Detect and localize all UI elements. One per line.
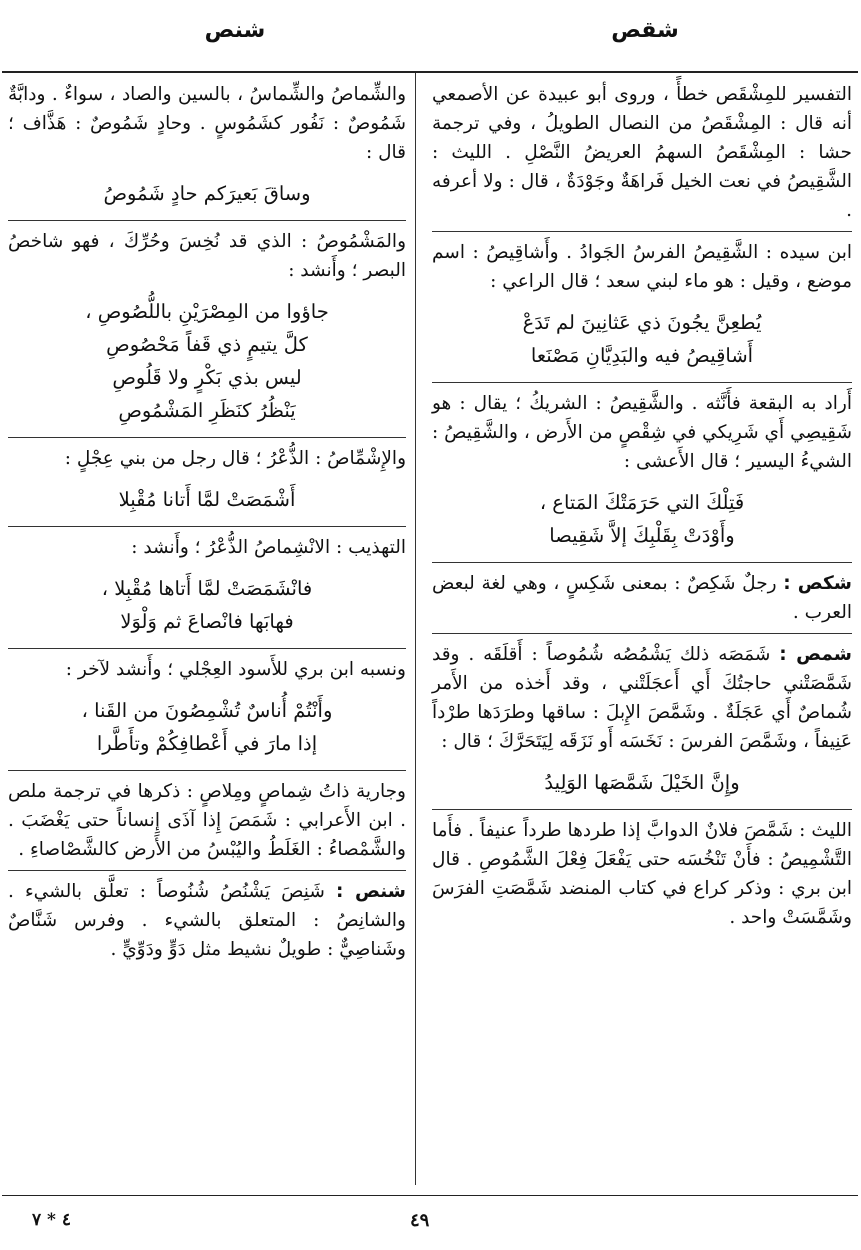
running-header-right: شقص xyxy=(611,18,679,43)
paragraph: ابن سيده : الشَّقِيصُ الفرسُ الجَوادُ . وأَشاقِيصُ : اسم موضع ، وقيل : هو ماء لبني سعد ؛ قال الراعي : xyxy=(432,242,852,292)
verse-line: وأَنْتُمْ أُناسٌ تُشْمِصُونَ من القَنا ، xyxy=(81,699,333,722)
verse-line: فهابَها فانْصاعَ ثم وَلْوَلا xyxy=(120,610,294,633)
entry-text: شَنِصَ يَشْنُصُ شُنُوصاً : تعلَّق بالشيء . والشانِصُ : المتعلق بالشيء . وفرس شَنَّاصٌ وشَناصِيٌّ : طويلٌ نشيط مثل دَوٍّ ودَوِّيٍّ . xyxy=(8,881,406,960)
headword: شكص : xyxy=(783,573,852,594)
separator xyxy=(432,382,852,383)
verse xyxy=(432,766,852,799)
verse-line: ليس بذي بَكْرٍ ولا قَلُوصِ xyxy=(112,366,302,389)
footer-rule xyxy=(2,1195,858,1196)
paragraph: والإِشْمِّاصُ : الذُّعْرُ ؛ قال رجل من بني عِجْلٍ : xyxy=(64,448,406,469)
separator xyxy=(8,770,406,771)
paragraph: التهذيب : الانْشِماصُ الذُّعْرُ ؛ وأَنشد : xyxy=(131,537,406,558)
entry-text: رجلٌ شَكِصٌ : بمعنى شَكِسٍ ، وهي لغة لبعض العرب . xyxy=(432,573,852,623)
verse xyxy=(8,694,406,760)
separator xyxy=(8,870,406,871)
verse-line: كلَّ يتيمٍ ذي قَفاً مَحْصُوصِ xyxy=(106,333,308,356)
verse-line: إذا مارَ في أَعْطافِكُمْ وتأَطَّرا xyxy=(96,732,318,755)
entry-shks xyxy=(432,569,852,627)
paragraph: وجارية ذاتُ شِماصٍ ومِلاصٍ : ذكرها في ترجمة ملص . ابن الأَعرابي : شَمَصَ إِذا آذَى إِنساناً حتى يَغْضَبَ . والشَّمْصاءُ : الغَلَطُ واليُبْسُ من الأَرض كالشَّصْاصاءِ . xyxy=(8,781,406,860)
separator xyxy=(8,220,406,221)
column-divider xyxy=(415,73,416,1185)
entry-shms xyxy=(432,640,852,756)
verse xyxy=(8,483,406,516)
verse-line: فانْشَمَصَتْ لمَّا أَتاها مُقْبِلا ، xyxy=(101,577,313,600)
right-column xyxy=(432,80,852,932)
paragraph: التفسير للمِشْقَص خطأً ، وروى أبو عبيدة عن الأصمعي أنه قال : المِشْقَصُ من النصال الطويلُ ، وفي ترجمة حشا : المِشْقَصُ السهمُ العريضُ النَّصْلِ . الليث : الشَّقِيصُ في نعت الخيل فَراهَةٌ وجَوْدَةٌ ، قال : ولا أعرفه . xyxy=(432,84,852,221)
running-header-left: شنص xyxy=(204,18,266,43)
separator xyxy=(432,633,852,634)
paragraph: والمَشْمُوصُ : الذي قد نُخِسَ وحُرِّكَ ، فهو شاخصُ البصر ؛ وأَنشد : xyxy=(8,231,406,281)
headword: شمص : xyxy=(779,644,852,665)
page-number: ٤٩ xyxy=(410,1210,430,1231)
paragraph: والشِّماصُ والشِّماسُ ، بالسين والصاد ، سواءٌ . ودابَّةٌ شَمُوصٌ : نَفُور كشَمُوسٍ . وحادٍ شَمُوصٌ : هَذَّاف ؛ قال : xyxy=(8,84,406,163)
separator xyxy=(8,526,406,527)
verse-line: أَشاقِيصُ فيه والبَدِيَّانِ مَصْنَعا xyxy=(530,344,754,367)
separator xyxy=(8,648,406,649)
headword: شنص : xyxy=(335,881,406,902)
verse-line: يَنْظُرُ كنَظَرِ المَشْمُوصِ xyxy=(118,399,296,422)
separator xyxy=(432,231,852,232)
verse xyxy=(8,295,406,427)
separator xyxy=(432,562,852,563)
separator xyxy=(432,809,852,810)
verse-line: يُطعِنَّ يجُونَ ذي عَثانِينَ لم تَدَعْ xyxy=(522,311,762,334)
verse xyxy=(8,572,406,638)
paragraph: أَراد به البقعة فأَنَّثه . والشَّقِيصُ : الشريكُ ؛ يقال : هو شَقِيصِي أَي شَرِيكي في شِقْصٍ من الأَرض ، والشَّقِيصُ : الشيءُ اليسير ؛ قال الأَعشى : xyxy=(432,393,852,472)
paragraph: الليث : شَمَّصَ فلانٌ الدوابَّ إذا طردها طرداً عنيفاً . فأَما التَّشْمِيصُ : فأَنْ تَنْخُسَه حتى يَفْعَلَ فِعْلَ الشَّمُوصِ . قال ابن بري : وذكر كراع في كتاب المنضد شَمَّصَتِ الفرَسَ وشَمَّسَتْ واحد . xyxy=(432,820,852,928)
signature-mark: ٤ * ٧ xyxy=(32,1210,72,1230)
verse-line: فَتِلْكَ التي حَرَمَتْكَ المَتاع ، xyxy=(539,491,745,514)
verse xyxy=(432,306,852,372)
verse-line: أَشْمَصَتْ لمَّا أَتانا مُقْبِلا xyxy=(118,488,296,511)
separator xyxy=(8,437,406,438)
entry-text: شَمَصَه ذلك يَشْمُصُه شُمُوصاً : أَقلَقَه . وقد شَمَّصَتْني حاجتُكَ أَي أَعجَلَتْني ، وقد أَخذه من الأَمر شُماصٌ أَي عَجَلَةٌ . وشَمَّصَ الإِبلَ : ساقها وطرَدَها طرْداً عَنِيفاً ، وشَمَّصَ الفرسَ : نَخَسَه أَو نَزَقَه لِيَتَحَرَّكَ ؛ قال : xyxy=(432,644,852,752)
left-column xyxy=(8,80,406,964)
verse xyxy=(8,177,406,210)
verse-line: وإِنَّ الخَيْلَ شَمَّصَها الوَلِيدُ xyxy=(544,771,740,794)
header-rule xyxy=(2,71,858,73)
verse xyxy=(432,486,852,552)
verse-line: جاؤوا من المِصْرَيْنِ باللُّصُوصِ ، xyxy=(85,300,329,323)
paragraph: ونسبه ابن بري للأَسود العِجْلي ؛ وأَنشد لآخر : xyxy=(65,659,406,680)
entry-shns xyxy=(8,877,406,964)
verse-line: وأَوْدَتْ بِقَلْبِكَ إلاَّ شَقِيصا xyxy=(549,524,735,547)
verse-line: وساقَ بَعيرَكم حادٍ شَمُوصُ xyxy=(103,182,311,205)
